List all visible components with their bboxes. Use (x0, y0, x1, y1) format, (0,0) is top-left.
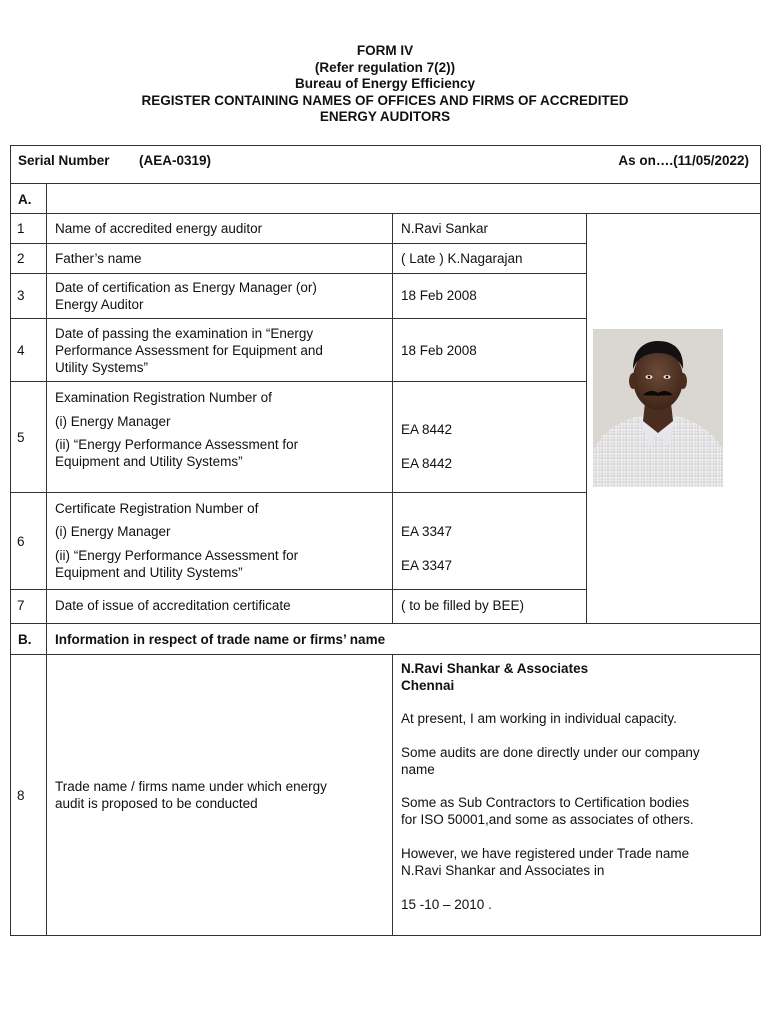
row-7-value: ( to be filled by BEE) (401, 598, 525, 613)
row-7-number: 7 (17, 598, 25, 613)
row-divider (10, 589, 587, 590)
firm-name: N.Ravi Shankar & Associates (401, 661, 589, 676)
row-8-paragraph-4-line-2: N.Ravi Shankar and Associates in (401, 863, 605, 878)
row-1-value: N.Ravi Sankar (401, 221, 489, 236)
row-3-field-line-1: Date of certification as Energy Manager (or) (55, 280, 317, 295)
row-5-field-line-4: Equipment and Utility Systems” (55, 454, 243, 469)
row-5-field-line-3: (ii) “Energy Performance Assessment for (55, 437, 299, 452)
serial-number-label: Serial Number (18, 153, 110, 168)
row-divider (10, 273, 587, 274)
row-8-paragraph-3-line-1: Some as Sub Contractors to Certification bodies (401, 795, 690, 810)
row-6-field-line-3: (ii) “Energy Performance Assessment for (55, 548, 299, 563)
serial-number-value: (AEA-0319) (139, 153, 212, 168)
row-divider (10, 623, 760, 624)
form-regulation: (Refer regulation 7(2)) (314, 59, 456, 75)
row-8-field-line-2: audit is proposed to be conducted (55, 796, 258, 811)
row-8-field-line-1: Trade name / firms name under which energy (55, 779, 327, 794)
row-5-number: 5 (17, 430, 25, 445)
row-5-field-line-1: Examination Registration Number of (55, 390, 272, 405)
form-register-title: REGISTER CONTAINING NAMES OF OFFICES AND FIRMS OF ACCREDITED (141, 92, 629, 108)
section-b-label: B. (18, 632, 32, 647)
row-2-value: ( Late ) K.Nagarajan (401, 251, 523, 266)
row-6-value-2: EA 3347 (401, 558, 453, 573)
form-title: FORM IV (356, 43, 414, 58)
row-divider (10, 492, 587, 493)
row-8-number: 8 (17, 788, 25, 803)
form-register-title-cont: ENERGY AUDITORS (319, 109, 451, 124)
row-8-registration-date: 15 -10 – 2010 . (401, 897, 492, 912)
row-8-paragraph-2-line-1: Some audits are done directly under our company (401, 745, 700, 760)
row-3-value: 18 Feb 2008 (401, 288, 477, 303)
row-4-field-line-1: Date of passing the examination in “Energy (55, 326, 314, 341)
row-6-value-1: EA 3347 (401, 524, 453, 539)
row-divider (10, 243, 587, 244)
row-divider (10, 318, 587, 319)
column-divider (392, 654, 393, 935)
row-4-field-line-3: Utility Systems” (55, 360, 149, 375)
row-5-field-line-2: (i) Energy Manager (55, 414, 171, 429)
row-2-field: Father’s name (55, 251, 142, 266)
section-b-title: Information in respect of trade name or firms’ name (55, 632, 386, 647)
section-a-label: A. (18, 192, 32, 207)
row-3-number: 3 (17, 288, 25, 303)
row-1-field: Name of accredited energy auditor (55, 221, 263, 236)
row-4-field-line-2: Performance Assessment for Equipment and (55, 343, 323, 358)
column-divider (392, 213, 393, 623)
row-divider (10, 213, 760, 214)
row-divider (10, 654, 760, 655)
row-4-value: 18 Feb 2008 (401, 343, 477, 358)
row-7-field: Date of issue of accreditation certificate (55, 598, 291, 613)
form-header (0, 43, 770, 126)
row-6-field-line-2: (i) Energy Manager (55, 524, 171, 539)
row-3-field-line-2: Energy Auditor (55, 297, 144, 312)
row-8-paragraph-1: At present, I am working in individual capacity. (401, 711, 677, 726)
row-8-paragraph-3-line-2: for ISO 50001,and some as associates of others. (401, 812, 694, 827)
form-bureau: Bureau of Energy Efficiency (294, 76, 476, 91)
firm-city: Chennai (401, 678, 455, 693)
auditor-portrait-photo (593, 329, 723, 487)
row-6-field-line-1: Certificate Registration Number of (55, 501, 259, 516)
row-2-number: 2 (17, 251, 25, 266)
row-divider (10, 381, 587, 382)
row-6-field-line-4: Equipment and Utility Systems” (55, 565, 243, 580)
as-on-date: As on….(11/05/2022) (618, 153, 749, 168)
row-8-paragraph-2-line-2: name (401, 762, 435, 777)
row-6-number: 6 (17, 534, 25, 549)
row-divider (10, 183, 760, 184)
column-divider (46, 183, 47, 935)
portrait-icon (593, 329, 723, 487)
row-4-number: 4 (17, 343, 25, 358)
row-5-value-1: EA 8442 (401, 422, 453, 437)
column-divider (586, 213, 587, 623)
row-8-paragraph-4-line-1: However, we have registered under Trade name (401, 846, 690, 861)
row-1-number: 1 (17, 221, 25, 236)
row-5-value-2: EA 8442 (401, 456, 453, 471)
